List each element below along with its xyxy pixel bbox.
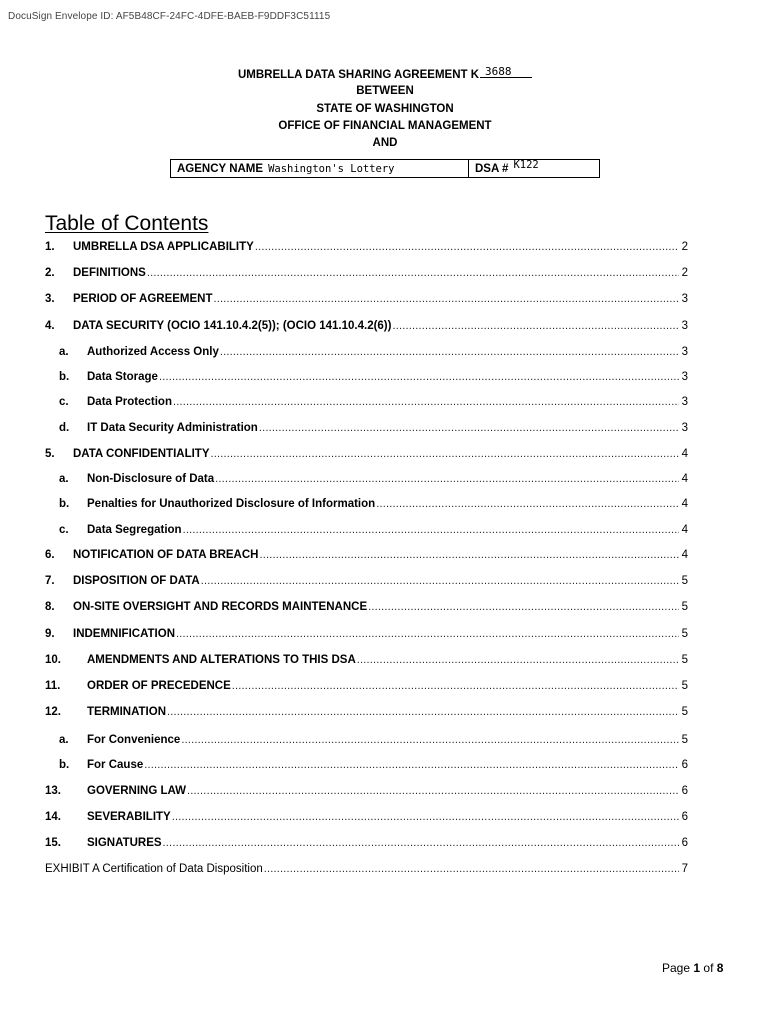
toc-entry-title: DISPOSITION OF DATA xyxy=(73,575,200,587)
k-number-value: 3688 xyxy=(485,65,512,78)
dsa-number-value: K122 xyxy=(513,158,539,171)
header-and: AND xyxy=(372,137,398,150)
toc-entry-title: SEVERABILITY xyxy=(87,811,171,823)
toc-entry-title: NOTIFICATION OF DATA BREACH xyxy=(73,549,259,561)
agency-box xyxy=(170,159,600,178)
toc-dot-leader xyxy=(176,628,679,640)
toc-entry-page: 5 xyxy=(681,680,688,692)
toc-entry-number: b. xyxy=(59,498,70,510)
dsa-number-label: DSA # xyxy=(475,162,509,175)
docusign-envelope-id: DocuSign Envelope ID: AF5B48CF-24FC-4DFE-BAEB-F9DDF3C51115 xyxy=(8,11,331,22)
toc-entry-page: 2 xyxy=(681,241,688,253)
toc-entry[interactable] xyxy=(45,549,688,565)
toc-entry-page: 5 xyxy=(681,706,688,718)
toc-dot-leader xyxy=(368,601,679,613)
toc-entry-page: 6 xyxy=(681,837,688,849)
toc-entry-number: c. xyxy=(59,396,69,408)
toc-entry-page: 6 xyxy=(681,785,688,797)
toc-entry-title: Data Storage xyxy=(87,371,158,383)
toc-entry-number: 1. xyxy=(45,241,55,253)
toc-entry-number: 5. xyxy=(45,448,55,460)
header-office: OFFICE OF FINANCIAL MANAGEMENT xyxy=(278,119,492,132)
toc-entry-number: 13. xyxy=(45,785,61,797)
toc-entry-title: IT Data Security Administration xyxy=(87,422,258,434)
toc-entry-number: 8. xyxy=(45,601,55,613)
toc-entry-title: AMENDMENTS AND ALTERATIONS TO THIS DSA xyxy=(87,654,356,666)
header-state: STATE OF WASHINGTON xyxy=(316,102,454,115)
toc-entry[interactable] xyxy=(45,601,688,617)
toc-heading: Table of Contents xyxy=(45,212,209,235)
toc-dot-leader xyxy=(173,396,679,408)
toc-entry-title: Penalties for Unauthorized Disclosure of Information xyxy=(87,498,376,510)
toc-entry-title: Data Segregation xyxy=(87,524,182,536)
toc-entry-title: ON-SITE OVERSIGHT AND RECORDS MAINTENANCE xyxy=(73,601,368,613)
toc-entry-page: 6 xyxy=(681,759,688,771)
toc-entry[interactable] xyxy=(45,293,688,309)
toc-entry-title: For Convenience xyxy=(87,734,181,746)
page-footer xyxy=(662,961,723,975)
toc-entry[interactable] xyxy=(45,320,688,336)
toc-entry-title: SIGNATURES xyxy=(87,837,162,849)
toc-entry-page: 3 xyxy=(681,396,688,408)
toc-entry[interactable] xyxy=(45,734,688,750)
toc-entry-title: DEFINITIONS xyxy=(73,267,146,279)
toc-entry[interactable] xyxy=(45,473,688,489)
toc-entry[interactable] xyxy=(45,575,688,591)
toc-entry-number: 3. xyxy=(45,293,55,305)
toc-dot-leader xyxy=(201,575,679,587)
toc-entry[interactable] xyxy=(45,654,688,670)
toc-entry-number: 14. xyxy=(45,811,61,823)
dsa-number-cell xyxy=(469,160,599,177)
toc-entry-page: 2 xyxy=(681,267,688,279)
toc-entry-number: 12. xyxy=(45,706,61,718)
toc-dot-leader xyxy=(181,734,679,746)
toc-entry-title: Data Protection xyxy=(87,396,172,408)
toc-entry-number: 2. xyxy=(45,267,55,279)
toc-entry-number: d. xyxy=(59,422,70,434)
toc-entry[interactable] xyxy=(45,241,688,257)
toc-dot-leader xyxy=(187,785,679,797)
toc-entry[interactable] xyxy=(45,448,688,464)
toc-entry-page: 3 xyxy=(681,371,688,383)
toc-entry[interactable] xyxy=(45,863,688,879)
toc-dot-leader xyxy=(220,346,679,358)
toc-entry[interactable] xyxy=(45,346,688,362)
toc-entry-number: a. xyxy=(59,473,69,485)
toc-entry-number: a. xyxy=(59,346,69,358)
of-word: of xyxy=(703,961,714,975)
toc-entry-page: 4 xyxy=(681,473,688,485)
toc-entry-page: 5 xyxy=(681,601,688,613)
toc-entry[interactable] xyxy=(45,811,688,827)
toc-entry[interactable] xyxy=(45,759,688,775)
toc-entry-title: EXHIBIT A Certification of Data Disposition xyxy=(45,863,263,875)
toc-entry-number: 9. xyxy=(45,628,55,640)
toc-entry-title: INDEMNIFICATION xyxy=(73,628,176,640)
toc-entry-title: TERMINATION xyxy=(87,706,167,718)
toc-entry-number: 11. xyxy=(45,680,61,692)
toc-entry[interactable] xyxy=(45,396,688,412)
toc-entry-page: 7 xyxy=(681,863,688,875)
toc-entry-title: PERIOD OF AGREEMENT xyxy=(73,293,213,305)
toc-entry-title: Non-Disclosure of Data xyxy=(87,473,215,485)
toc-entry-page: 3 xyxy=(681,293,688,305)
toc-dot-leader xyxy=(167,706,679,718)
toc-dot-leader xyxy=(232,680,679,692)
toc-dot-leader xyxy=(376,498,679,510)
toc-dot-leader xyxy=(163,837,679,849)
toc-entry-title: DATA CONFIDENTIALITY xyxy=(73,448,210,460)
toc-dot-leader xyxy=(264,863,679,875)
toc-entry-title: Authorized Access Only xyxy=(87,346,219,358)
toc-entry-page: 4 xyxy=(681,549,688,561)
toc-entry-page: 4 xyxy=(681,448,688,460)
toc-entry[interactable] xyxy=(45,524,688,540)
toc-entry-title: GOVERNING LAW xyxy=(87,785,187,797)
toc-dot-leader xyxy=(215,473,679,485)
toc-entry-page: 6 xyxy=(681,811,688,823)
toc-entry-title: DATA SECURITY (OCIO 141.10.4.2(5)); (OCIO 141.10.4.2(6)) xyxy=(73,320,392,332)
toc-entry[interactable] xyxy=(45,371,688,387)
toc-dot-leader xyxy=(392,320,679,332)
toc-dot-leader xyxy=(159,371,679,383)
toc-entry-number: 4. xyxy=(45,320,55,332)
toc-entry[interactable] xyxy=(45,267,688,283)
toc-dot-leader xyxy=(259,549,679,561)
toc-entry[interactable] xyxy=(45,706,688,722)
toc-entry-page: 4 xyxy=(681,498,688,510)
toc-dot-leader xyxy=(357,654,679,666)
toc-entry[interactable] xyxy=(45,498,688,514)
agreement-title-line xyxy=(0,66,770,83)
toc-entry-number: 15. xyxy=(45,837,61,849)
toc-entry-number: 7. xyxy=(45,575,55,587)
toc-entry-number: b. xyxy=(59,759,70,771)
toc-entry-number: 10. xyxy=(45,654,61,666)
toc-entry-page: 4 xyxy=(681,524,688,536)
toc-entry-page: 3 xyxy=(681,346,688,358)
toc-entry[interactable] xyxy=(45,628,688,644)
page-current: 1 xyxy=(693,961,701,975)
toc-dot-leader xyxy=(172,811,679,823)
agency-name-label: AGENCY NAME xyxy=(177,162,264,175)
toc-entry[interactable] xyxy=(45,785,688,801)
header-between: BETWEEN xyxy=(356,85,414,98)
toc-entry-page: 5 xyxy=(681,654,688,666)
toc-entry-page: 3 xyxy=(681,320,688,332)
toc-dot-leader xyxy=(211,448,680,460)
page-total: 8 xyxy=(716,961,724,975)
toc-dot-leader xyxy=(144,759,679,771)
toc-dot-leader xyxy=(147,267,679,279)
agency-name-cell xyxy=(171,160,469,177)
toc-entry-page: 5 xyxy=(681,734,688,746)
toc-entry-title: ORDER OF PRECEDENCE xyxy=(87,680,231,692)
toc-dot-leader xyxy=(214,293,680,305)
toc-entry-title: For Cause xyxy=(87,759,144,771)
toc-entry-page: 3 xyxy=(681,422,688,434)
toc-entry[interactable] xyxy=(45,422,688,438)
toc-dot-leader xyxy=(255,241,679,253)
toc-entry-number: 6. xyxy=(45,549,55,561)
toc-entry-number: a. xyxy=(59,734,69,746)
toc-entry-number: b. xyxy=(59,371,70,383)
toc-dot-leader xyxy=(259,422,679,434)
toc-entry-page: 5 xyxy=(681,628,688,640)
toc-entry-number: c. xyxy=(59,524,69,536)
toc-entry-page: 5 xyxy=(681,575,688,587)
toc-entry[interactable] xyxy=(45,837,688,853)
toc-entry-title: UMBRELLA DSA APPLICABILITY xyxy=(73,241,254,253)
agreement-header xyxy=(0,66,770,152)
toc-dot-leader xyxy=(183,524,679,536)
toc-entry[interactable] xyxy=(45,680,688,696)
page-word: Page xyxy=(662,961,691,975)
agreement-title: UMBRELLA DATA SHARING AGREEMENT K xyxy=(237,69,480,81)
agency-name-value: Washington's Lottery xyxy=(268,162,395,175)
